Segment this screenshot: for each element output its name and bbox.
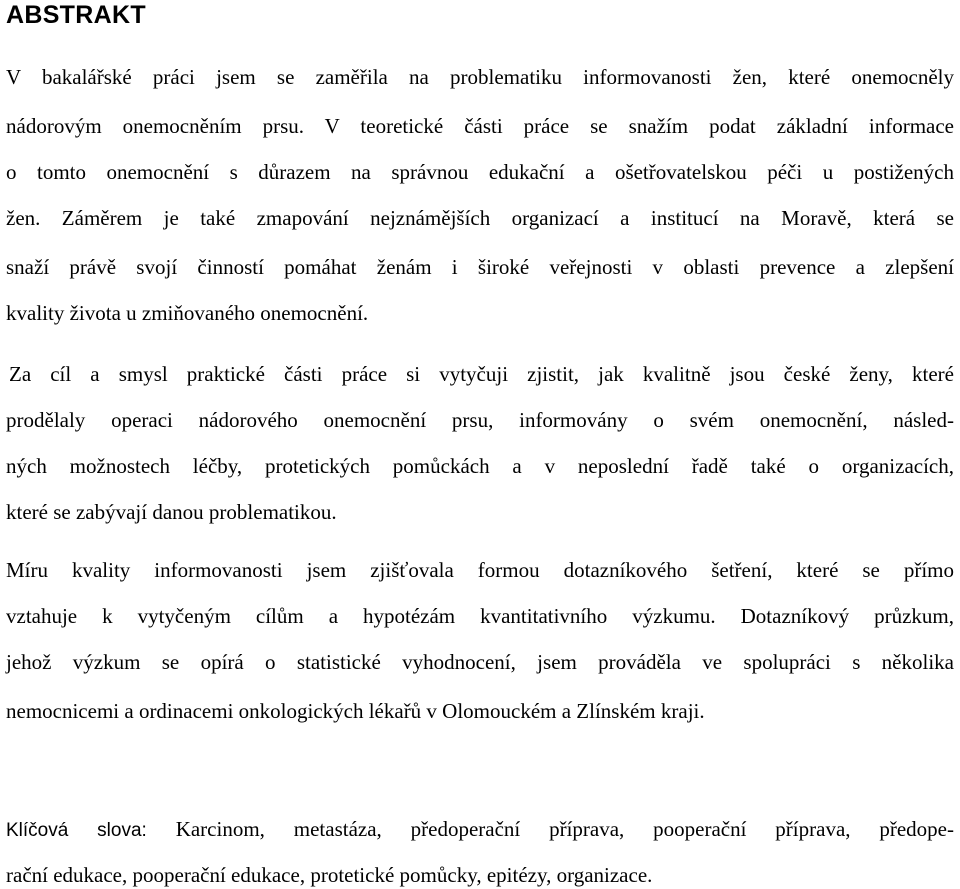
- text-line: kvality života u zmiňovaného onemocnění.: [6, 301, 369, 325]
- text-line: Míru kvality informovanosti jsem zjišťovala formou dotazníkového šetření, které se přímo: [6, 558, 954, 582]
- text-line: které se zabývají danou problematikou.: [6, 500, 337, 524]
- text-line: vztahuje k vytyčeným cílům a hypotézám kvantitativního výzkumu. Dotazníkový průzkum,: [6, 604, 954, 628]
- keywords-text: Karcinom, metastáza, předoperační příprava, pooperační příprava, předope-: [175, 817, 954, 841]
- text-line: Za cíl a smysl praktické části práce si vytyčuji zjistit, jak kvalitně jsou české ženy, které: [9, 362, 954, 386]
- keywords-line: [6, 817, 954, 843]
- text-line: o tomto onemocnění s důrazem na správnou edukační a ošetřovatelskou péči u postižených: [6, 160, 954, 184]
- keywords-line: rační edukace, pooperační edukace, protetické pomůcky, epitézy, organizace.: [6, 863, 653, 887]
- text-line: nemocnicemi a ordinacemi onkologických lékařů v Olomouckém a Zlínském kraji.: [6, 699, 705, 723]
- text-line: žen. Záměrem je také zmapování nejznámějších organizací a institucí na Moravě, která se: [6, 206, 954, 230]
- keywords-label: Klíčová slova:: [6, 820, 147, 841]
- text-line: snaží právě svojí činností pomáhat ženám i široké veřejnosti v oblasti prevence a zlepšení: [6, 255, 954, 279]
- text-line: ných možnostech léčby, protetických pomůckách a v neposlední řadě také o organizacích,: [6, 454, 954, 478]
- abstract-heading: ABSTRAKT: [6, 1, 146, 29]
- text-line: V bakalářské práci jsem se zaměřila na problematiku informovanosti žen, které onemocněly: [6, 65, 954, 89]
- text-line: jehož výzkum se opírá o statistické vyhodnocení, jsem prováděla ve spolupráci s několika: [6, 650, 954, 674]
- text-line: nádorovým onemocněním prsu. V teoretické části práce se snažím podat základní informace: [6, 114, 954, 138]
- text-line: prodělaly operaci nádorového onemocnění prsu, informovány o svém onemocnění, násled-: [6, 408, 954, 432]
